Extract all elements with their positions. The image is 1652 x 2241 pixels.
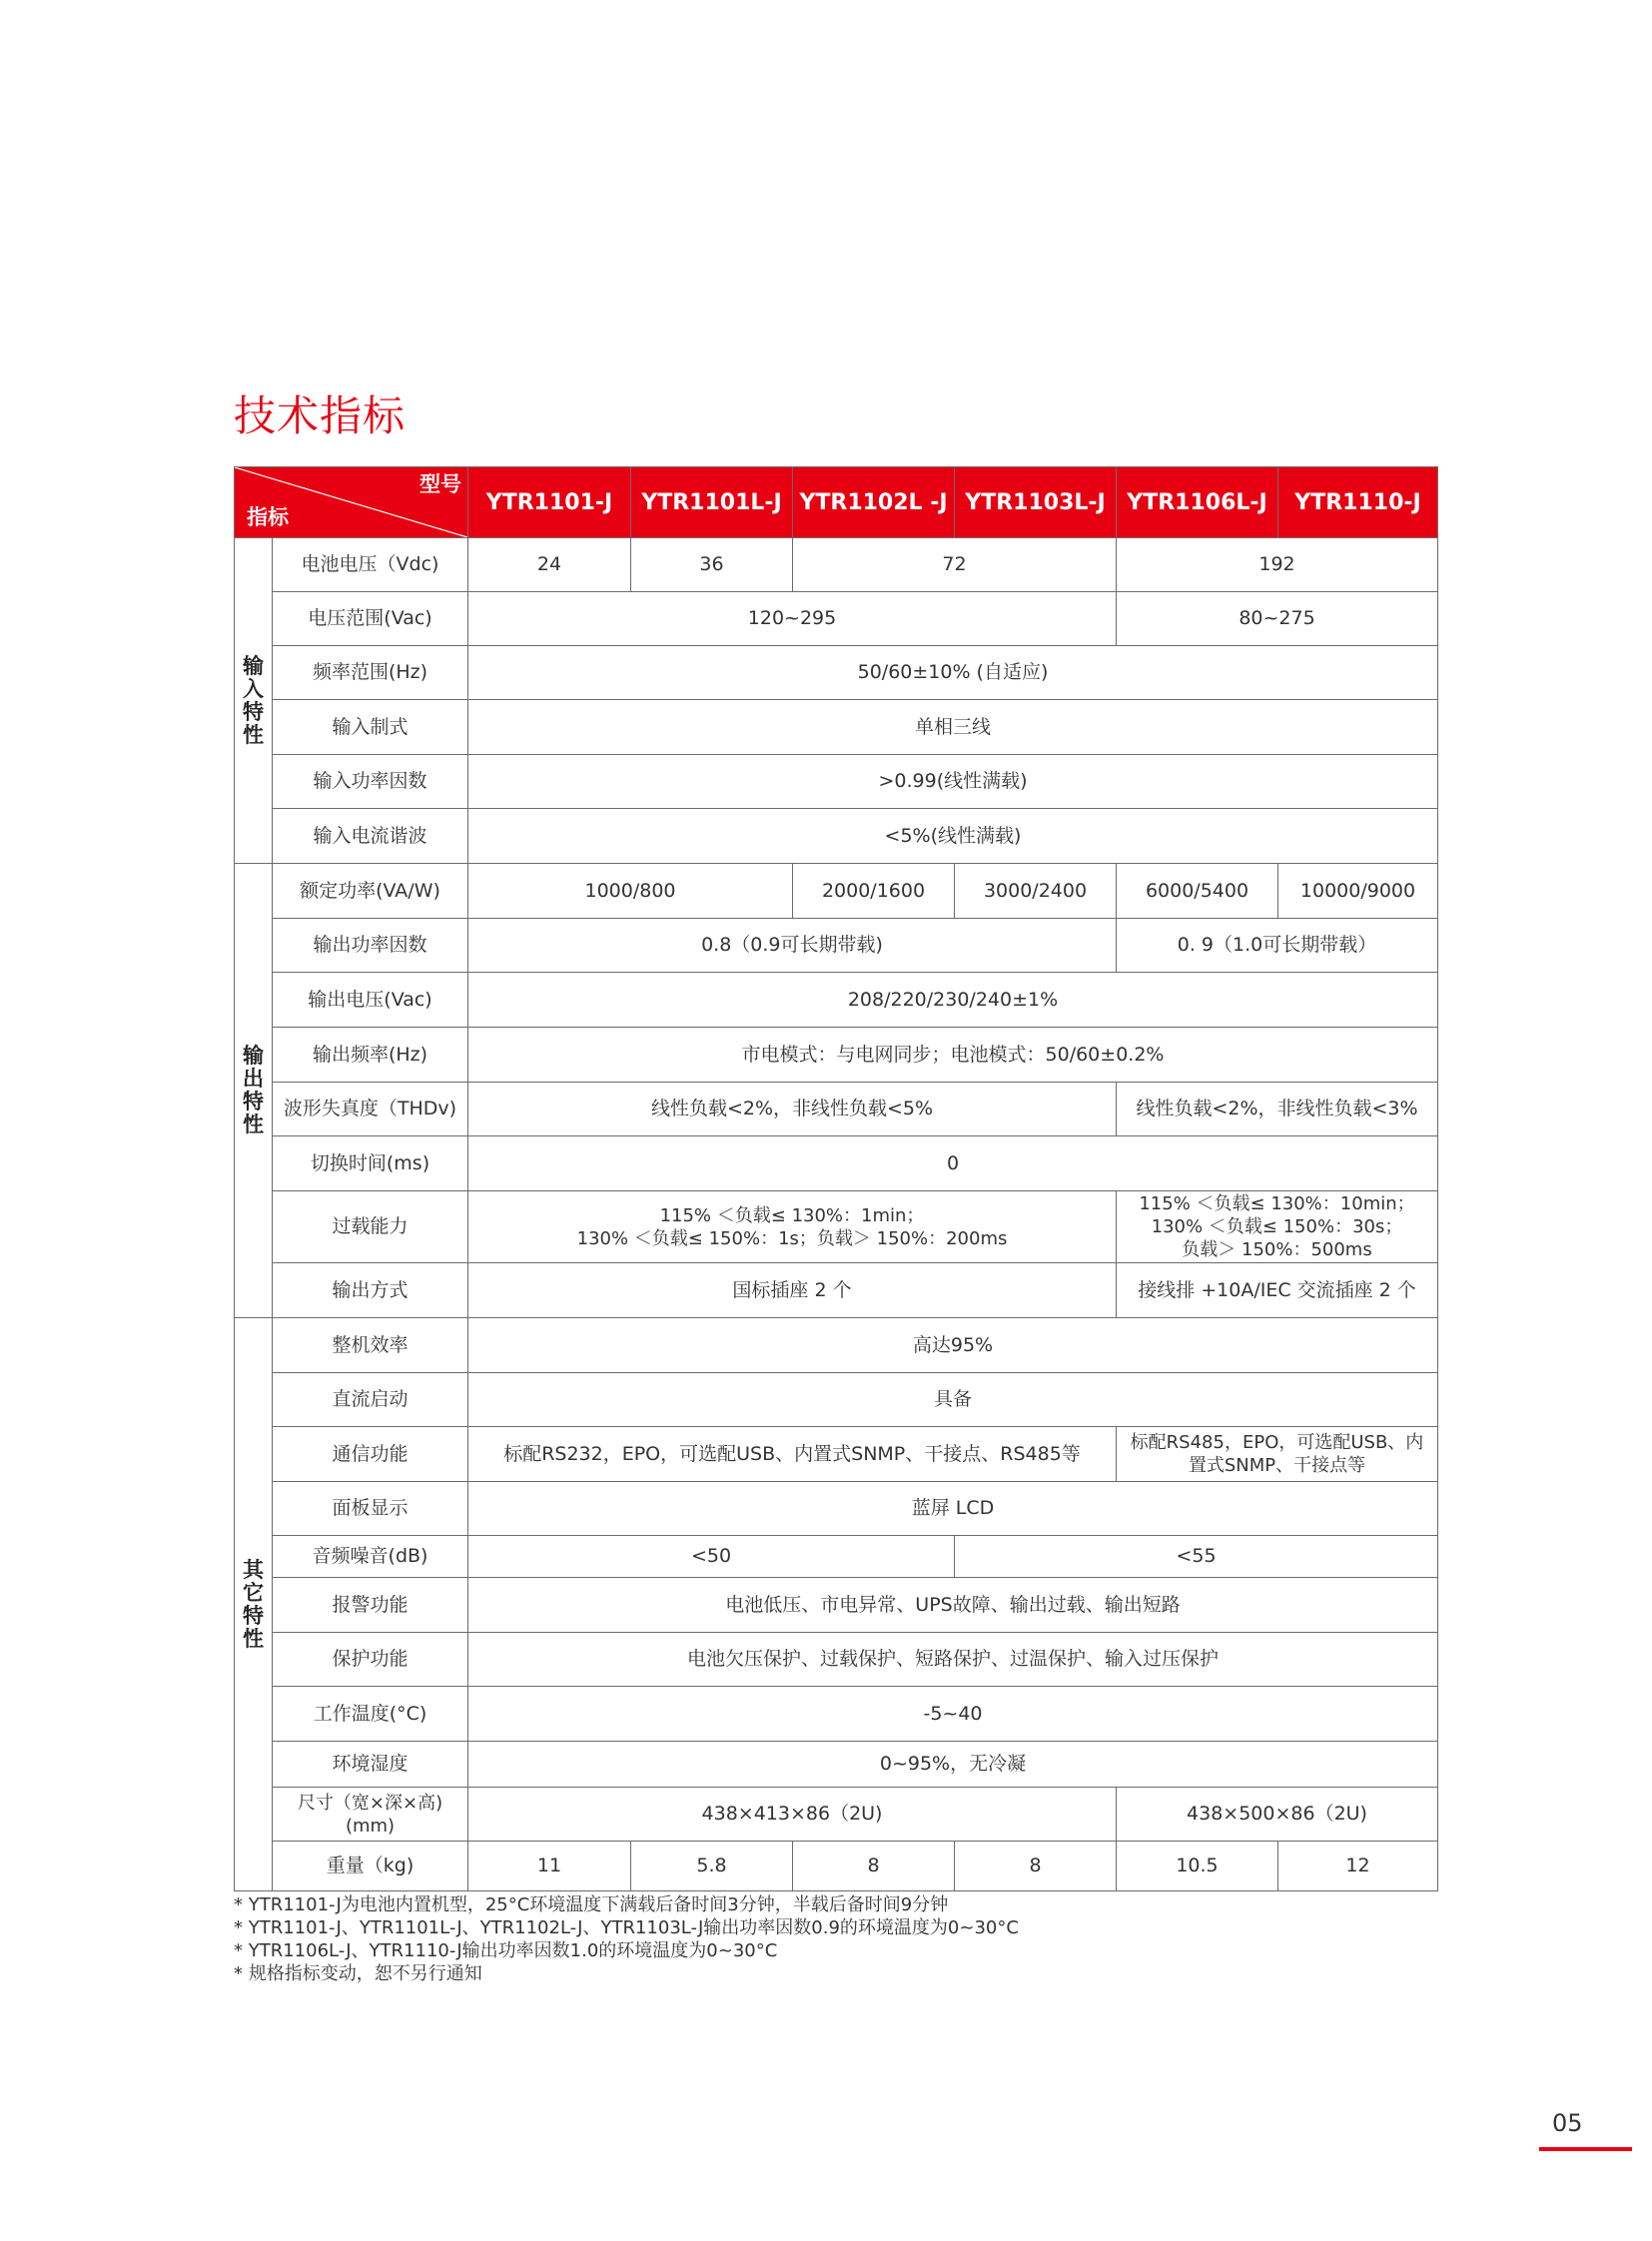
footnotes — [234, 1893, 1019, 1985]
table-cell: 标配RS232，EPO，可选配USB、内置式SNMP、干接点、RS485等 — [468, 1427, 1117, 1482]
group-other-text: 其 它 特 性 — [243, 1557, 264, 1651]
table-cell: 10.5 — [1117, 1842, 1278, 1891]
table-row — [235, 1318, 1438, 1373]
table-row — [235, 1373, 1438, 1427]
table-cell: 72 — [793, 538, 1117, 592]
cell-line: 130% ＜负载≤ 150%：30s； — [1151, 1216, 1403, 1237]
table-cell: 接线排 +10A/IEC 交流插座 2 个 — [1117, 1263, 1438, 1318]
table-cell — [468, 1191, 1117, 1263]
table-row — [235, 538, 1438, 592]
row-label: 输入制式 — [273, 700, 468, 755]
table-cell: 208/220/230/240±1% — [468, 973, 1438, 1028]
table-cell: 5.8 — [631, 1842, 793, 1891]
row-label: 输出电压(Vac) — [273, 973, 468, 1028]
row-label-line: (mm) — [345, 1815, 396, 1837]
group-input-text: 输 入 特 性 — [243, 653, 264, 747]
table-row — [235, 1536, 1438, 1578]
table-cell: 10000/9000 — [1278, 864, 1438, 919]
table-cell: 0 — [468, 1136, 1438, 1191]
table-row — [235, 1191, 1438, 1263]
row-label: 报警功能 — [273, 1578, 468, 1633]
row-label: 输出功率因数 — [273, 919, 468, 973]
table-row — [235, 864, 1438, 919]
row-label: 波形失真度（THDv) — [273, 1083, 468, 1136]
footnote: * 规格指标变动，恕不另行通知 — [234, 1963, 482, 1984]
table-cell: 蓝屏 LCD — [468, 1482, 1438, 1536]
spec-table — [234, 466, 1438, 1891]
group-other-label — [235, 1318, 273, 1891]
cell-line: 置式SNMP、干接点等 — [1188, 1455, 1366, 1476]
table-row — [235, 1842, 1438, 1891]
header-diagonal-cell — [235, 467, 468, 538]
table-cell — [1117, 1191, 1438, 1263]
table-cell: 0. 9（1.0可长期带载） — [1117, 919, 1438, 973]
table-row — [235, 1633, 1438, 1687]
group-input-label — [235, 538, 273, 864]
table-cell: 50/60±10% (自适应) — [468, 646, 1438, 700]
page-number: 05 — [1552, 2109, 1583, 2137]
footnote: * YTR1101-J、YTR1101L-J、YTR1102L-J、YTR1103L-J输出功率因数0.9的环境温度为0~30°C — [234, 1917, 1019, 1938]
table-cell: 电池低压、市电异常、UPS故障、输出过载、输出短路 — [468, 1578, 1438, 1633]
table-cell: 高达95% — [468, 1318, 1438, 1373]
row-label: 频率范围(Hz) — [273, 646, 468, 700]
header-spec-label: 指标 — [247, 505, 289, 529]
table-cell: 线性负载<2%，非线性负载<3% — [1117, 1083, 1438, 1136]
cell-line: 负载＞ 150%：500ms — [1182, 1239, 1372, 1260]
row-label: 通信功能 — [273, 1427, 468, 1482]
table-cell: 36 — [631, 538, 793, 592]
table-row — [235, 1687, 1438, 1742]
table-cell: 8 — [793, 1842, 955, 1891]
row-label: 重量（kg) — [273, 1842, 468, 1891]
table-row — [235, 1263, 1438, 1318]
table-cell: 438×500×86（2U) — [1117, 1788, 1438, 1842]
table-row — [235, 1083, 1438, 1136]
table-cell: <55 — [955, 1536, 1438, 1578]
table-cell: 8 — [955, 1842, 1117, 1891]
table-row — [235, 1427, 1438, 1482]
model-header: YTR1101L-J — [631, 467, 793, 538]
table-row — [235, 1028, 1438, 1083]
row-label: 工作温度(°C) — [273, 1687, 468, 1742]
table-cell: 0.8（0.9可长期带载) — [468, 919, 1117, 973]
cell-line: 115% ＜负载≤ 130%：10min； — [1139, 1193, 1415, 1214]
page-title: 技术指标 — [234, 391, 407, 440]
group-output-text: 输 出 特 性 — [243, 1044, 264, 1136]
row-label: 保护功能 — [273, 1633, 468, 1687]
row-label: 整机效率 — [273, 1318, 468, 1373]
table-cell: 具备 — [468, 1373, 1438, 1427]
model-header: YTR1106L-J — [1117, 467, 1278, 538]
footnote: * YTR1106L-J、YTR1110-J输出功率因数1.0的环境温度为0~30°C — [234, 1940, 778, 1961]
model-header: YTR1102L -J — [793, 467, 955, 538]
cell-line: 标配RS485，EPO，可选配USB、内 — [1130, 1432, 1424, 1453]
table-cell: 12 — [1278, 1842, 1438, 1891]
table-cell — [1117, 1427, 1438, 1482]
table-cell: 市电模式：与电网同步；电池模式：50/60±0.2% — [468, 1028, 1438, 1083]
table-cell: 1000/800 — [468, 864, 793, 919]
table-cell: -5~40 — [468, 1687, 1438, 1742]
table-cell: 192 — [1117, 538, 1438, 592]
model-header: YTR1103L-J — [955, 467, 1117, 538]
row-label: 输出方式 — [273, 1263, 468, 1318]
row-label — [273, 1788, 468, 1842]
table-cell: 2000/1600 — [793, 864, 955, 919]
cell-line: 115% ＜负载≤ 130%：1min； — [659, 1204, 925, 1226]
table-cell: 单相三线 — [468, 700, 1438, 755]
row-label: 电压范围(Vac) — [273, 592, 468, 646]
table-row — [235, 1788, 1438, 1842]
table-cell: 6000/5400 — [1117, 864, 1278, 919]
table-cell: <50 — [468, 1536, 955, 1578]
table-cell: 438×413×86（2U) — [468, 1788, 1117, 1842]
row-label: 环境湿度 — [273, 1742, 468, 1788]
table-row — [235, 646, 1438, 700]
row-label: 直流启动 — [273, 1373, 468, 1427]
row-label: 音频噪音(dB) — [273, 1536, 468, 1578]
row-label: 电池电压（Vdc) — [273, 538, 468, 592]
table-cell: 0~95%，无冷凝 — [468, 1742, 1438, 1788]
row-label: 额定功率(VA/W) — [273, 864, 468, 919]
row-label: 输入电流谐波 — [273, 809, 468, 864]
row-label: 过载能力 — [273, 1191, 468, 1263]
header-model-label: 型号 — [419, 472, 461, 496]
model-header: YTR1110-J — [1278, 467, 1438, 538]
table-row — [235, 809, 1438, 864]
table-row — [235, 973, 1438, 1028]
table-row — [235, 1136, 1438, 1191]
table-cell: >0.99(线性满载) — [468, 755, 1438, 809]
table-row — [235, 1482, 1438, 1536]
page-number-underline — [1539, 2147, 1632, 2151]
table-row — [235, 1578, 1438, 1633]
group-output-label — [235, 864, 273, 1318]
row-label: 切换时间(ms) — [273, 1136, 468, 1191]
table-cell: 80~275 — [1117, 592, 1438, 646]
cell-line: 130% ＜负载≤ 150%：1s；负载＞ 150%：200ms — [576, 1227, 1008, 1249]
table-cell: 11 — [468, 1842, 631, 1891]
table-row — [235, 700, 1438, 755]
row-label-line: 尺寸（宽×深×高) — [297, 1792, 443, 1814]
table-header-row — [235, 467, 1438, 538]
table-row — [235, 755, 1438, 809]
table-cell: 线性负载<2%，非线性负载<5% — [468, 1083, 1117, 1136]
row-label: 输入功率因数 — [273, 755, 468, 809]
table-row — [235, 1742, 1438, 1788]
row-label: 输出频率(Hz) — [273, 1028, 468, 1083]
table-cell: <5%(线性满载) — [468, 809, 1438, 864]
row-label: 面板显示 — [273, 1482, 468, 1536]
table-cell: 3000/2400 — [955, 864, 1117, 919]
model-header: YTR1101-J — [468, 467, 631, 538]
table-cell: 国标插座 2 个 — [468, 1263, 1117, 1318]
table-row — [235, 919, 1438, 973]
table-row — [235, 592, 1438, 646]
footnote: * YTR1101-J为电池内置机型，25°C环境温度下满载后备时间3分钟，半载后备时间9分钟 — [234, 1894, 949, 1915]
table-cell: 电池欠压保护、过载保护、短路保护、过温保护、输入过压保护 — [468, 1633, 1438, 1687]
table-cell: 120~295 — [468, 592, 1117, 646]
table-cell: 24 — [468, 538, 631, 592]
